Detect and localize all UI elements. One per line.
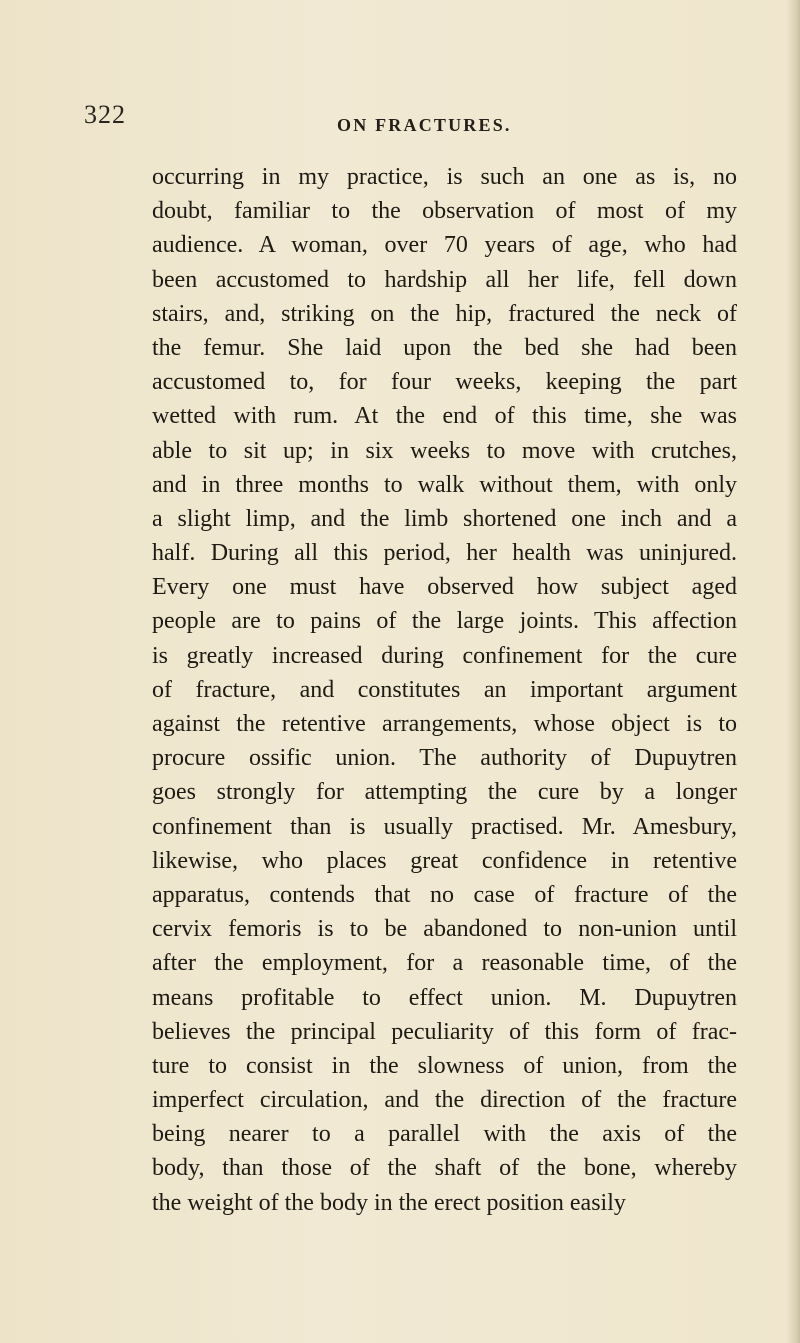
text-line: believes the principal peculiarity of this form of frac-: [152, 1018, 737, 1045]
text-line: accustomed to, for four weeks, keeping the part: [152, 369, 737, 396]
text-line: a slight limp, and the limb shortened one inch and a: [152, 505, 737, 532]
text-line: audience. A woman, over 70 years of age, who had: [152, 232, 737, 259]
text-line: is greatly increased during confinement for the cure: [152, 642, 737, 669]
text-line: imperfect circulation, and the direction of the fracture: [152, 1087, 737, 1114]
text-line: against the retentive arrangements, whose object is to: [152, 711, 737, 737]
body-text: [152, 160, 737, 1220]
page-number: 322: [84, 100, 126, 129]
text-line: body, than those of the shaft of the bone, whereby: [152, 1155, 737, 1182]
text-line: Every one must have observed how subject aged: [152, 574, 737, 601]
text-line: cervix femoris is to be abandoned to non-union until: [152, 916, 737, 943]
text-line: stairs, and, striking on the hip, fractured the neck of: [152, 300, 737, 327]
text-line: of fracture, and constitutes an important argument: [152, 676, 737, 703]
text-line: goes strongly for attempting the cure by a longer: [152, 779, 737, 806]
text-line: likewise, who places great confidence in retentive: [152, 847, 737, 874]
text-line: been accustomed to hardship all her life, fell down: [152, 266, 737, 293]
text-line: half. During all this period, her health was uninjured.: [152, 540, 737, 567]
text-line: being nearer to a parallel with the axis of the: [152, 1121, 737, 1148]
text-line: and in three months to walk without them, with only: [152, 471, 737, 498]
text-line: ture to consist in the slowness of union, from the: [152, 1052, 737, 1079]
text-line: after the employment, for a reasonable time, of the: [152, 950, 737, 977]
text-line: the femur. She laid upon the bed she had been: [152, 334, 737, 361]
running-head: ON FRACTURES.: [337, 115, 512, 135]
text-line: wetted with rum. At the end of this time, she was: [152, 403, 737, 430]
text-line: confinement than is usually practised. Mr. Amesbury,: [152, 813, 737, 840]
page-edge-shadow: [786, 0, 800, 1343]
text-line: able to sit up; in six weeks to move with crutches,: [152, 437, 737, 464]
text-line: people are to pains of the large joints. This affection: [152, 608, 737, 635]
text-line: apparatus, contends that no case of fracture of the: [152, 881, 737, 908]
text-line: occurring in my practice, is such an one as is, no: [152, 164, 737, 190]
text-line: doubt, familiar to the observation of most of my: [152, 198, 737, 225]
text-line: means profitable to effect union. M. Dupuytren: [152, 984, 737, 1011]
text-line: procure ossific union. The authority of Dupuytren: [152, 745, 737, 772]
text-line: the weight of the body in the erect position easily: [152, 1189, 626, 1216]
